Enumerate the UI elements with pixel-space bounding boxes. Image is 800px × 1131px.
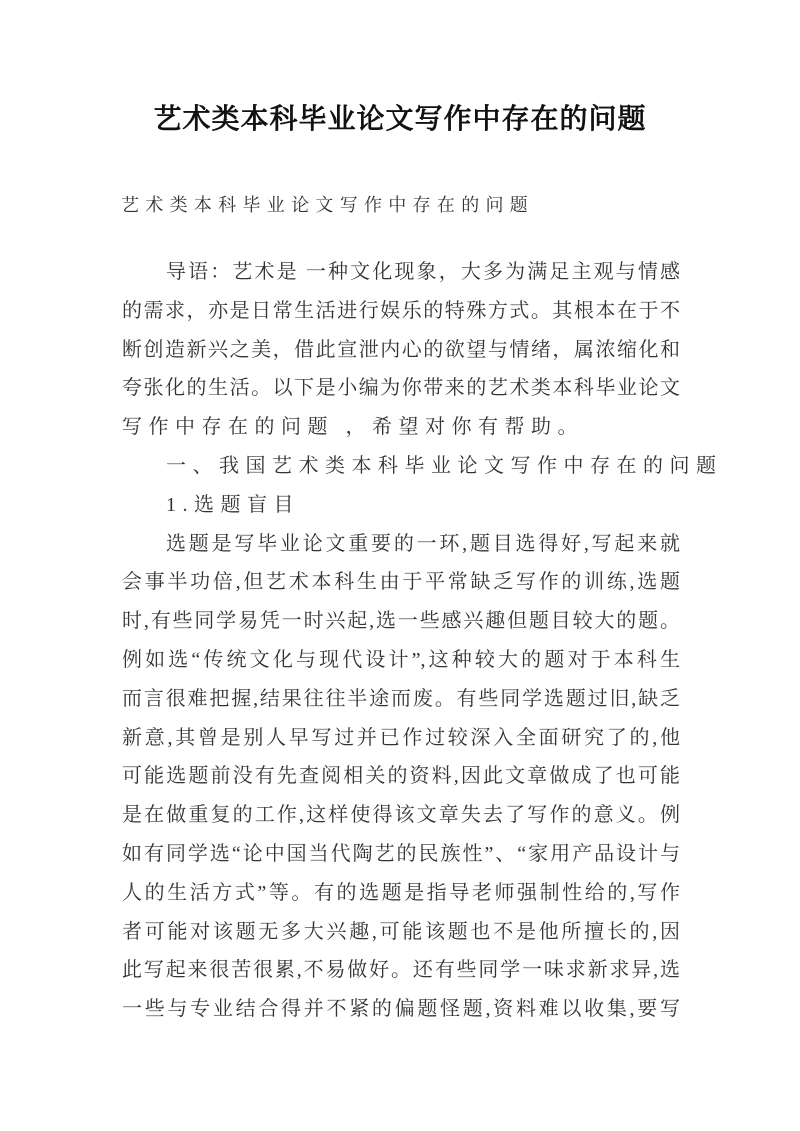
paragraph-line: 1.选题盲目 (166, 493, 300, 516)
paragraph-line: 断创造新兴之美，借此宣泄内心的欲望与情绪，属浓缩化和 (122, 338, 680, 361)
paragraph-line: 一些与专业结合得并不紧的偏题怪题,资料难以收集,要写 (122, 998, 680, 1021)
document-title: 艺术类本科毕业论文写作中存在的问题 (153, 104, 647, 135)
paragraph-line: 如有同学选“论中国当代陶艺的民族性”、“家用产品设计与 (122, 842, 680, 865)
paragraph-line: 导语：艺术是 一种文化现象，大多为满足主观与情感 (166, 261, 680, 283)
paragraph (122, 447, 723, 486)
paragraph-line: 此写起来很苦很累,不易做好。还有些同学一味求新求异,选 (122, 959, 680, 982)
document-subtitle: 艺术类本科毕业论文写作中存在的问题 (121, 195, 535, 215)
paragraph (122, 253, 680, 447)
paragraph-line: 时,有些同学易凭一时兴起,选一些感兴趣但题目较大的题。 (122, 610, 680, 633)
paragraph-line: 选题是写毕业论文重要的一环,题目选得好,写起来就 (166, 532, 680, 555)
paragraph-line: 写作中存在的问题 ，希望对你有帮助。 (122, 416, 584, 439)
paragraph-line: 者可能对该题无多大兴趣,可能该题也不是他所擅长的,因 (122, 920, 680, 943)
paragraph-line: 夸张化的生活。以下是小编为你带来的艺术类本科毕业论文 (122, 377, 680, 400)
paragraph (122, 525, 680, 1029)
document-body (122, 253, 723, 1029)
paragraph-line: 一、我国艺术类本科毕业论文写作中存在的问题 (166, 454, 723, 477)
paragraph-line: 可能选题前没有先查阅相关的资料,因此文章做成了也可能 (122, 765, 680, 788)
paragraph-line: 会事半功倍,但艺术本科生由于平常缺乏写作的训练,选题 (122, 571, 680, 594)
paragraph (122, 486, 680, 525)
paragraph-line: 是在做重复的工作,这样使得该文章失去了写作的意义。例 (122, 804, 680, 827)
paragraph-line: 例如选“传统文化与现代设计”,这种较大的题对于本科生 (122, 648, 680, 671)
paragraph-line: 新意,其曾是别人早写过并已作过较深入全面研究了的,他 (122, 726, 680, 749)
paragraph-line: 的需求，亦是日常生活进行娱乐的特殊方式。其根本在于不 (122, 299, 680, 322)
paragraph-line: 而言很难把握,结果往往半途而废。有些同学选题过旧,缺乏 (122, 687, 680, 710)
paragraph-line: 人的生活方式”等。有的选题是指导老师强制性给的,写作 (122, 881, 680, 904)
